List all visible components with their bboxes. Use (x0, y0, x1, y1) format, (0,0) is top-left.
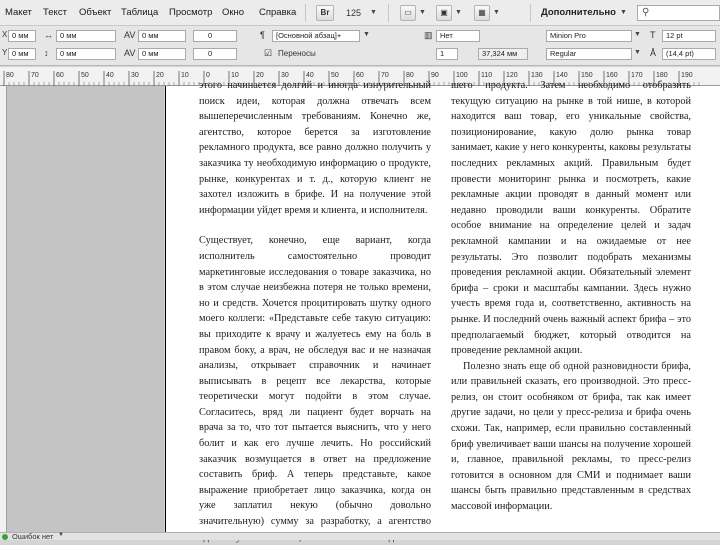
font-style-dropdown-icon[interactable]: ▼ (634, 49, 641, 56)
text-column-left[interactable] (199, 78, 431, 545)
text-column-right[interactable] (451, 78, 691, 515)
ruler-label: 110 (481, 72, 493, 79)
zoom-dropdown-icon[interactable]: ▼ (370, 9, 377, 16)
leading-field[interactable]: (14,4 pt) (662, 48, 716, 60)
y-position-field[interactable]: 0 мм (8, 48, 36, 60)
paragraph: Существует, конечно, еще вариант, когда исполнитель самостоятельно проводит маркетинговые исследования о товаре заказчика, но в этом случае неизбежна потеря не только времени, но и средств. Хочется процитировать шутку одного моего коллеги: «Представьте себе такую ситуацию: вы приходите к врачу и жалуетесь ему на боль в правом боку, а врач, не обследуя вас и не назначая анализы, открывает справочник и начинает выписывать в рецепт все лекарства, которые теоретически могут подойти в этом случае. Согласитесь, вряд ли пациент будет ворчать на врача за то, что тот пытается выяснить, что у него болит и как его лучше лечить. Но российский заказчик возмущается в ответ на предложение составить бриф. А теперь представьте, какое выражение приобретает лицо заказчика, когда он уже заплатил некую (обычно довольно значительную) сумму за разработку, а агентство (199, 235, 431, 528)
menu-help[interactable]: Справка (259, 7, 297, 18)
tracking-field[interactable]: 0 мм (138, 48, 186, 60)
width-icon: ↔ (44, 30, 53, 40)
ruler-label: 80 (406, 72, 414, 79)
vertical-ruler[interactable] (0, 86, 7, 532)
toolbar-separator (305, 4, 306, 22)
ruler-label: 90 (431, 72, 439, 79)
font-style-field[interactable]: Regular (546, 48, 632, 60)
bridge-button[interactable]: Br (316, 5, 334, 21)
paragraph-icon: ¶ (260, 30, 265, 40)
paragraph: этого начинается долгий и иногда изнурительный поиск идеи, которая должна отвечать всем вышеперечисленным требованиям. Конечно же, агентство, которое берется за изготовление рекламного продукта, все равно должно получить у заказчика ту необходимую информацию о продукте, рынке, конкурентах и т. д., которую клиент не захотел изложить в брифе. И на получение этой информации уйдет время и клиента, и исполнителя. (199, 80, 431, 216)
y-label: Y (2, 48, 8, 57)
ruler-label: 10 (231, 72, 239, 79)
paragraph: шего продукта. Затем необходимо отобразить текущую ситуацию на рынке в той нише, в которой находится ваш товар, его уникальные свойства, позиционирование, какую долю рынка товар занимает, какие у него конкуренты, каковы результаты последних рекламных акций. Правильным будет провести мониторинг рынка и посмотреть, какие рекламные акции проводят в данный момент или недавно проводили ваши конкуренты. Обратите особое внимание на определение целей и задач рекламной кампании и на ожидаемые от нее результаты. Это позволит подобрать механизмы проведения рекламной акции. Обязательный элемент брифа – сроки и масштабы кампании. Здесь нужно учесть время года и, соответственно, активность на рынке. И последний очень важный аспект брифа – это предполагаемый бюджет, который отводится на проведение рекламной акции. (451, 80, 691, 357)
columns-icon: ▥ (424, 30, 433, 40)
ruler-label: 180 (656, 72, 668, 79)
document-page[interactable] (165, 80, 720, 532)
height-icon: ↕ (44, 48, 49, 58)
ruler-label: 120 (506, 72, 518, 79)
ruler-label: 30 (281, 72, 289, 79)
view-options-button[interactable]: ▭ (400, 5, 416, 21)
font-family-dropdown-icon[interactable]: ▼ (634, 31, 641, 38)
workspace-switcher[interactable]: Дополнительно (541, 7, 616, 18)
preflight-status-text[interactable]: Ошибок нет (12, 532, 54, 541)
ruler-label: 70 (381, 72, 389, 79)
pasteboard[interactable] (7, 86, 164, 532)
ruler-label: 160 (606, 72, 618, 79)
hyphenation-checkbox-icon[interactable]: ☑ (264, 48, 273, 58)
ruler-label: 190 (681, 72, 693, 79)
menu-view[interactable]: Просмотр (169, 7, 213, 18)
ruler-label: 130 (531, 72, 543, 79)
kerning-field[interactable]: 0 мм (138, 30, 186, 42)
menu-object[interactable]: Объект (79, 7, 112, 18)
font-size-icon: T (650, 30, 656, 40)
baseline-shift-field[interactable]: 0 (193, 30, 237, 42)
arrange-documents-button[interactable]: ▦ (474, 5, 490, 21)
paragraph-style-dropdown-icon[interactable]: ▼ (363, 31, 370, 38)
ruler-label: 60 (356, 72, 364, 79)
hyphenation-label: Переносы (278, 49, 316, 58)
toolbar-separator (388, 4, 389, 22)
control-panel (0, 26, 720, 66)
ruler-label: 50 (331, 72, 339, 79)
menu-table[interactable]: Таблица (121, 7, 159, 18)
ruler-label: 50 (81, 72, 89, 79)
ruler-label: 20 (256, 72, 264, 79)
x-position-field[interactable]: 0 мм (8, 30, 36, 42)
ruler-label: 80 (6, 72, 14, 79)
ruler-label: 100 (456, 72, 468, 79)
ruler-label: 170 (631, 72, 643, 79)
menu-window[interactable]: Окно (222, 7, 245, 18)
paragraph: Полезно знать еще об одной разновидности брифа, или правильней сказать, его производной. Это пресс-релиз, он стоит особняком от брифа, так как имеет другие задачи, но цели у пресс-релиза и брифа очень схожи. Так, например, если правильно составленный бриф увеличивает ваши шансы на получение хорошей и, главное, правильной рекламы, то пресс-релиз готовится в основном для СМИ и поднимает ваши шансы быть правильно представленным в средствах массовой информации. (451, 360, 691, 513)
drop-cap-field[interactable]: Нет (436, 30, 480, 42)
ruler-label: 0 (206, 72, 210, 79)
ruler-label: 150 (581, 72, 593, 79)
menu-text[interactable]: Текст (43, 7, 67, 18)
height-field[interactable]: 0 мм (56, 48, 116, 60)
toolbar-separator (530, 4, 531, 22)
screen-mode-dropdown-icon[interactable]: ▼ (455, 9, 462, 16)
ruler-label: 70 (31, 72, 39, 79)
arrange-documents-dropdown-icon[interactable]: ▼ (493, 9, 500, 16)
skew-field[interactable]: 0 (193, 48, 237, 60)
leading-icon: Å (650, 48, 657, 58)
status-bar (0, 532, 720, 540)
font-family-field[interactable]: Minion Pro (546, 30, 632, 42)
ruler-label: 20 (156, 72, 164, 79)
ruler-label: 140 (556, 72, 568, 79)
preflight-status-icon (2, 534, 8, 540)
search-icon: ⚲ (642, 7, 650, 18)
paragraph-style-field[interactable]: [Основной абзац]+ (272, 30, 360, 42)
ruler-label: 40 (306, 72, 314, 79)
ruler-label: 40 (106, 72, 114, 79)
frame-width-field[interactable]: 37,324 мм (478, 48, 528, 60)
x-label: X (2, 30, 8, 39)
zoom-field[interactable]: 125 (346, 8, 362, 18)
columns-field[interactable]: 1 (436, 48, 458, 60)
screen-mode-button[interactable]: ▣ (436, 5, 452, 21)
tracking-icon: AV (124, 48, 136, 58)
workspace-dropdown-icon[interactable]: ▼ (620, 9, 627, 16)
ruler-label: 60 (56, 72, 64, 79)
menu-layout[interactable]: Макет (5, 7, 32, 18)
menu-bar (0, 0, 720, 26)
kerning-icon: AV (124, 30, 136, 40)
ruler-label: 10 (181, 72, 189, 79)
search-input[interactable] (637, 5, 720, 21)
width-field[interactable]: 0 мм (56, 30, 116, 42)
ruler-label: 30 (131, 72, 139, 79)
view-options-dropdown-icon[interactable]: ▼ (419, 9, 426, 16)
font-size-field[interactable]: 12 pt (662, 30, 716, 42)
preflight-dropdown-icon[interactable]: ▼ (58, 532, 64, 538)
